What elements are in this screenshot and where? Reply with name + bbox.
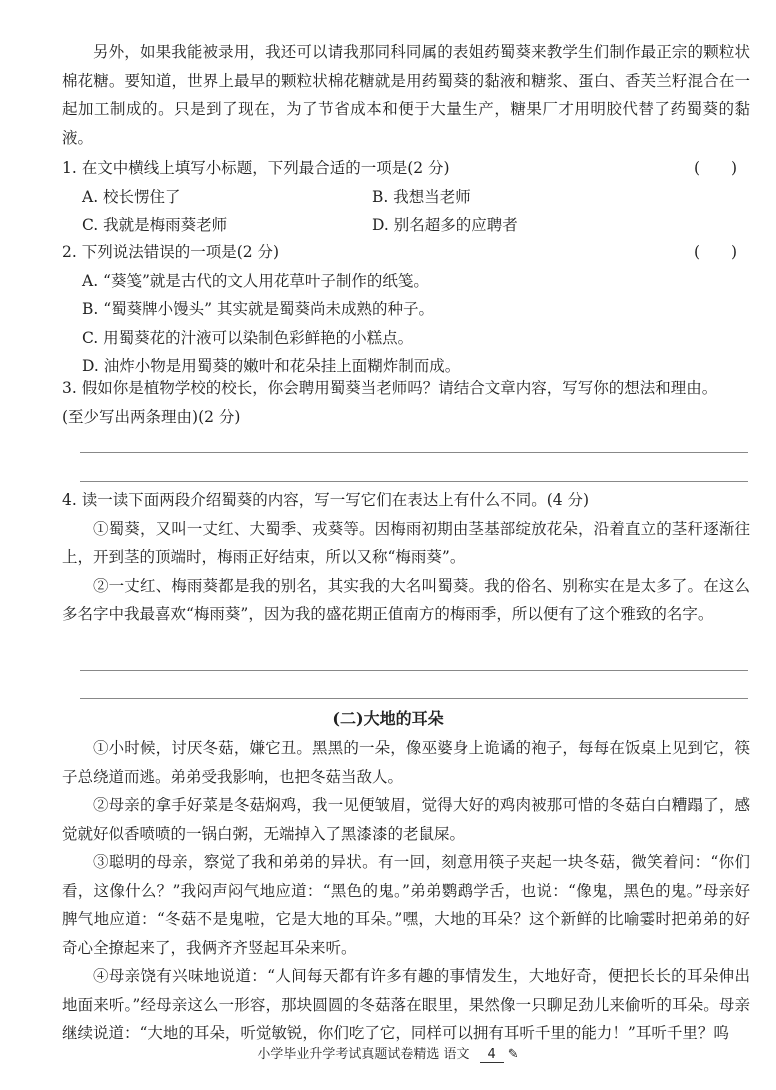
question-4 [62,486,750,629]
question-1-options [82,183,750,240]
answer-line[interactable] [80,481,748,482]
question-2 [62,238,750,381]
question-4-passage-1: ①蜀葵，又叫一丈红、大蜀季、戎葵等。因梅雨初期由茎基部绽放花朵，沿着直立的茎秆逐渐往上，开到茎的顶端时，梅雨正好结束，所以又称“梅雨葵”。 [62,519,750,566]
answer-parentheses[interactable]: ( ) [694,243,738,261]
section-2-passage [62,734,750,1048]
answer-line[interactable] [80,670,748,671]
question-1-text: 1. 在文中横线上填写小标题，下列最合适的一项是(2 分) [62,159,450,177]
question-4-passage-2: ②一丈红、梅雨葵都是我的别名，其实我的大名叫蜀葵。我的俗名、别称实在是太多了。在这么多名字中我最喜欢“梅雨葵”，因为我的盛花期正值南方的梅雨季，所以便有了这个雅致的名字。 [62,576,750,623]
section-title: (二)大地的耳朵 [332,709,444,728]
answer-line[interactable] [80,452,748,453]
pencil-icon: ✎ [507,1047,519,1062]
question-3-text: 3. 假如你是植物学校的校长，你会聘用蜀葵当老师吗？请结合文章内容，写写你的想法和理由。 [62,379,718,397]
passage-paragraph-4: ④母亲饶有兴味地说道：“人间每天都有许多有趣的事情发生，大地好奇，便把长长的耳朵伸出地面来听。”经母亲这么一形容，那块圆圆的冬菇落在眼里，果然像一只聊足劲儿来偷听的耳朵。母亲继续说道：“大地的耳朵，听觉敏锐，你们吃了它，同样可以拥有耳听千里的能力！”耳听千里？呜 [62,967,750,1042]
option-a: A. “葵笺”就是古代的文人用花草叶子制作的纸笺。 [82,271,429,290]
footer-title: 小学毕业升学考试真题试卷精选 语文 [257,1047,470,1062]
page-footer [0,1043,776,1063]
option-c: C. 我就是梅雨葵老师 [82,216,228,234]
answer-parentheses[interactable]: ( ) [694,159,738,177]
option-b: B. 我想当老师 [372,187,471,206]
passage-paragraph-3: ③聪明的母亲，察觉了我和弟弟的异状。有一回，刻意用筷子夹起一块冬菇，微笑着问：“你们看，这像什么？”我闷声闷气地应道：“黑色的鬼。”弟弟鹦鹉学舌，也说：“像鬼，黑色的鬼。”母亲好脾气地应道：“冬菇不是鬼啦，它是大地的耳朵。”嘿，大地的耳朵？这个新鲜的比喻霎时把弟弟的好奇心全撩起来了，我俩齐齐竖起耳朵来听。 [62,853,750,957]
question-3-subtext: (至少写出两条理由)(2 分) [62,407,241,426]
question-1 [62,154,750,240]
option-a: A. 校长愣住了 [82,187,181,206]
option-d: D. 别名超多的应聘者 [372,216,518,234]
question-3 [62,374,750,431]
intro-paragraph: 另外，如果我能被录用，我还可以请我那同科同属的表姐药蜀葵来教学生们制作最正宗的颗粒状棉花糖。要知道，世界上最早的颗粒状棉花糖就是用药蜀葵的黏液和糖浆、蛋白、香芙兰籽混合在一起加工制成的。只是到了现在，为了节省成本和便于大量生产，糖果厂才用明胶代替了药蜀葵的黏液。 [62,43,750,147]
intro-paragraph-block [62,38,750,152]
answer-line[interactable] [80,698,748,699]
passage-paragraph-1: ①小时候，讨厌冬菇，嫌它丑。黑黑的一朵，像巫婆身上诡谲的袍子，每每在饭桌上见到它，筷子总绕道而逃。弟弟受我影响，也把冬菇当敌人。 [62,739,750,786]
passage-paragraph-2: ②母亲的拿手好菜是冬菇焖鸡，我一见便皱眉，觉得大好的鸡肉被那可惜的冬菇白白糟蹋了，感觉就好似香喷喷的一锅白粥，无端掉入了黑漆漆的老鼠屎。 [62,796,750,843]
option-b: B. “蜀葵牌小馒头” 其实就是蜀葵尚未成熟的种子。 [82,300,435,318]
option-c: C. 用蜀葵花的汁液可以染制色彩鲜艳的小糕点。 [82,328,414,347]
question-2-text: 2. 下列说法错误的一项是(2 分) [62,243,280,261]
option-d: D. 油炸小物是用蜀葵的嫩叶和花朵挂上面糊炸制而成。 [82,357,461,375]
question-4-text: 4. 读一读下面两段介绍蜀葵的内容，写一写它们在表达上有什么不同。(4 分) [62,491,590,509]
page-number: 4 [480,1047,504,1063]
